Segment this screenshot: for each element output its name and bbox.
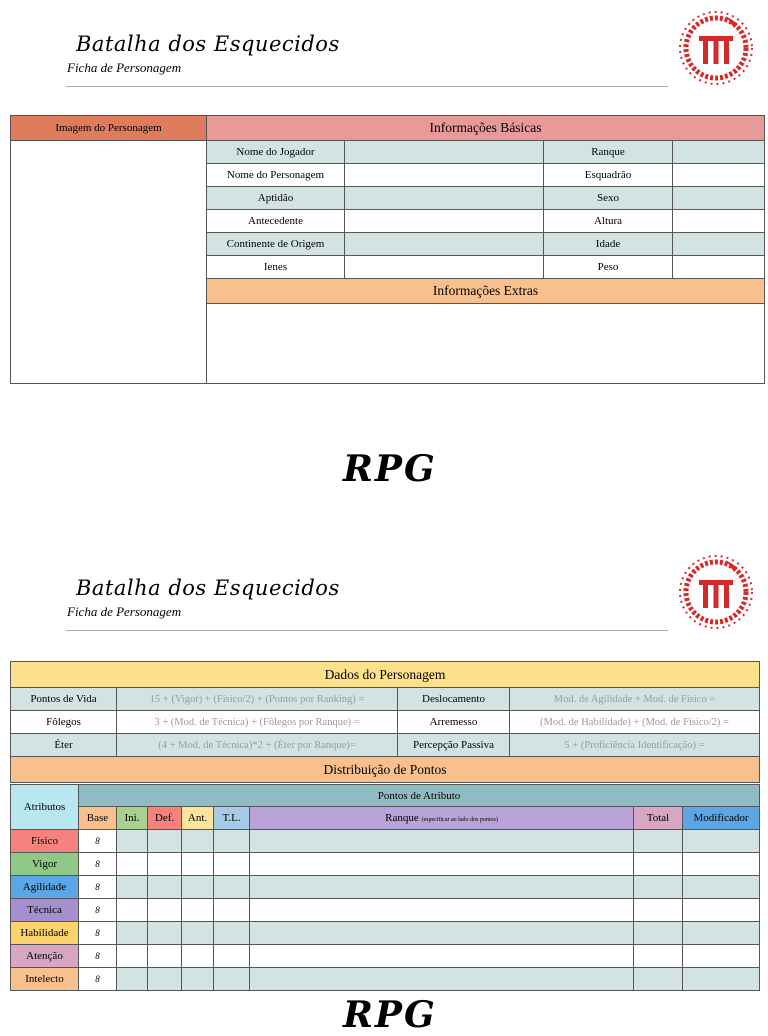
row-label: Nome do Jogador: [207, 141, 345, 164]
page1-sheet-table: [10, 115, 765, 384]
ant-field[interactable]: [182, 853, 214, 876]
page1-footer-logo: RPG: [343, 448, 437, 490]
base-value: 8: [79, 968, 117, 991]
ranque-field[interactable]: [250, 899, 634, 922]
movement-formula-field[interactable]: Mod. de Agilidade + Mod. de Físico =: [510, 688, 760, 711]
modifier-field[interactable]: [683, 876, 760, 899]
ini-field[interactable]: [117, 922, 148, 945]
aptitude-field[interactable]: [345, 187, 544, 210]
attribute-name: Intelecto: [11, 968, 79, 991]
ranque-field[interactable]: [250, 945, 634, 968]
extra-info-field[interactable]: [207, 304, 765, 384]
character-data-header: Dados do Personagem: [11, 662, 760, 688]
attribute-name: Técnica: [11, 899, 79, 922]
page1-title: Batalha dos Esquecidos: [76, 32, 340, 56]
col-ranque: [250, 807, 634, 830]
col-ranque-label: Ranque: [385, 812, 419, 824]
tl-field[interactable]: [214, 876, 250, 899]
ant-field[interactable]: [182, 922, 214, 945]
col-ranque-note: (especificar ao lado dos pontos): [421, 817, 498, 823]
base-value: 8: [79, 922, 117, 945]
def-field[interactable]: [148, 876, 182, 899]
row-label: Continente de Origem: [207, 233, 345, 256]
continent-field[interactable]: [345, 233, 544, 256]
distribution-header: Distribuição de Pontos: [11, 757, 760, 783]
def-field[interactable]: [148, 945, 182, 968]
ini-field[interactable]: [117, 968, 148, 991]
squad-field[interactable]: [673, 164, 765, 187]
attribute-name: Agilidade: [11, 876, 79, 899]
throw-formula-field[interactable]: (Mod. de Habilidade) + (Mod. de Físico/2) =: [510, 711, 760, 734]
base-value: 8: [79, 853, 117, 876]
total-field[interactable]: [634, 899, 683, 922]
hp-label: Pontos de Vida: [11, 688, 117, 711]
col-modificador: Modificador: [683, 807, 760, 830]
weight-field[interactable]: [673, 256, 765, 279]
total-field[interactable]: [634, 876, 683, 899]
total-field[interactable]: [634, 853, 683, 876]
breath-label: Fôlegos: [11, 711, 117, 734]
height-field[interactable]: [673, 210, 765, 233]
ant-field[interactable]: [182, 968, 214, 991]
total-field[interactable]: [634, 968, 683, 991]
sex-field[interactable]: [673, 187, 765, 210]
base-value: 8: [79, 876, 117, 899]
row-label: Aptidão: [207, 187, 345, 210]
def-field[interactable]: [148, 830, 182, 853]
modifier-field[interactable]: [683, 945, 760, 968]
col-base: Base: [79, 807, 117, 830]
def-field[interactable]: [148, 922, 182, 945]
tl-field[interactable]: [214, 945, 250, 968]
base-value: 8: [79, 899, 117, 922]
ranque-field[interactable]: [250, 876, 634, 899]
player-name-field[interactable]: [345, 141, 544, 164]
ant-field[interactable]: [182, 945, 214, 968]
ranque-field[interactable]: [250, 830, 634, 853]
row-label: Peso: [544, 256, 673, 279]
ini-field[interactable]: [117, 830, 148, 853]
image-header: Imagem do Personagem: [11, 116, 207, 141]
def-field[interactable]: [148, 853, 182, 876]
breath-formula-field[interactable]: 3 + (Mod. de Técnica) + (Fôlegos por Ranque) =: [117, 711, 398, 734]
row-label: Ranque: [544, 141, 673, 164]
tl-field[interactable]: [214, 968, 250, 991]
tl-field[interactable]: [214, 830, 250, 853]
tl-field[interactable]: [214, 853, 250, 876]
total-field[interactable]: [634, 830, 683, 853]
ranque-field[interactable]: [250, 853, 634, 876]
guild-emblem-icon: [676, 8, 756, 88]
ether-label: Éter: [11, 734, 117, 757]
page2-title: Batalha dos Esquecidos: [76, 576, 340, 600]
page2-subtitle: Ficha de Personagem: [67, 604, 182, 619]
col-total: Total: [634, 807, 683, 830]
ranque-field[interactable]: [250, 922, 634, 945]
row-label: Sexo: [544, 187, 673, 210]
attribute-points-header: Pontos de Atributo: [79, 785, 760, 807]
tl-field[interactable]: [214, 899, 250, 922]
modifier-field[interactable]: [683, 968, 760, 991]
row-label: Ienes: [207, 256, 345, 279]
attribute-name: Habilidade: [11, 922, 79, 945]
attribute-name: Atenção: [11, 945, 79, 968]
ether-formula-field[interactable]: (4 + Mod. de Técnica)*2 + (Éter por Ranque)=: [117, 734, 398, 757]
attribute-name: Físico: [11, 830, 79, 853]
total-field[interactable]: [634, 945, 683, 968]
tl-field[interactable]: [214, 922, 250, 945]
attributes-label: Atributos: [11, 785, 79, 830]
total-field[interactable]: [634, 922, 683, 945]
def-field[interactable]: [148, 899, 182, 922]
row-label: Esquadrão: [544, 164, 673, 187]
hp-formula-field[interactable]: 15 + (Vigor) + (Físico/2) + (Pontos por Ranking) =: [117, 688, 398, 711]
modifier-field[interactable]: [683, 853, 760, 876]
page1-subtitle: Ficha de Personagem: [67, 60, 182, 75]
background-field[interactable]: [345, 210, 544, 233]
page2-divider: [66, 630, 668, 631]
attribute-name: Vigor: [11, 853, 79, 876]
modifier-field[interactable]: [683, 899, 760, 922]
attribute-points-table: [10, 784, 760, 991]
ini-field[interactable]: [117, 876, 148, 899]
age-field[interactable]: [673, 233, 765, 256]
col-tl: T.L.: [214, 807, 250, 830]
perception-formula-field[interactable]: 5 + (Proficiência Identificação) =: [510, 734, 760, 757]
rank-field[interactable]: [673, 141, 765, 164]
page1-divider: [66, 86, 668, 87]
character-data-table: [10, 661, 760, 783]
ranque-field[interactable]: [250, 968, 634, 991]
col-def: Def.: [148, 807, 182, 830]
ini-field[interactable]: [117, 853, 148, 876]
basic-info-header: Informações Básicas: [207, 116, 765, 141]
movement-label: Deslocamento: [398, 688, 510, 711]
guild-emblem-icon: [676, 552, 756, 632]
character-image-slot[interactable]: [11, 141, 207, 384]
modifier-field[interactable]: [683, 830, 760, 853]
perception-label: Percepção Passiva: [398, 734, 510, 757]
base-value: 8: [79, 830, 117, 853]
modifier-field[interactable]: [683, 922, 760, 945]
ini-field[interactable]: [117, 899, 148, 922]
def-field[interactable]: [148, 968, 182, 991]
row-label: Antecedente: [207, 210, 345, 233]
yen-field[interactable]: [345, 256, 544, 279]
ant-field[interactable]: [182, 899, 214, 922]
row-label: Idade: [544, 233, 673, 256]
character-name-field[interactable]: [345, 164, 544, 187]
col-ini: Ini.: [117, 807, 148, 830]
base-value: 8: [79, 945, 117, 968]
ini-field[interactable]: [117, 945, 148, 968]
ant-field[interactable]: [182, 876, 214, 899]
row-label: Nome do Personagem: [207, 164, 345, 187]
ant-field[interactable]: [182, 830, 214, 853]
throw-label: Arremesso: [398, 711, 510, 734]
row-label: Altura: [544, 210, 673, 233]
col-ant: Ant.: [182, 807, 214, 830]
extra-info-header: Informações Extras: [207, 279, 765, 304]
page2-footer-logo: RPG: [343, 994, 437, 1036]
